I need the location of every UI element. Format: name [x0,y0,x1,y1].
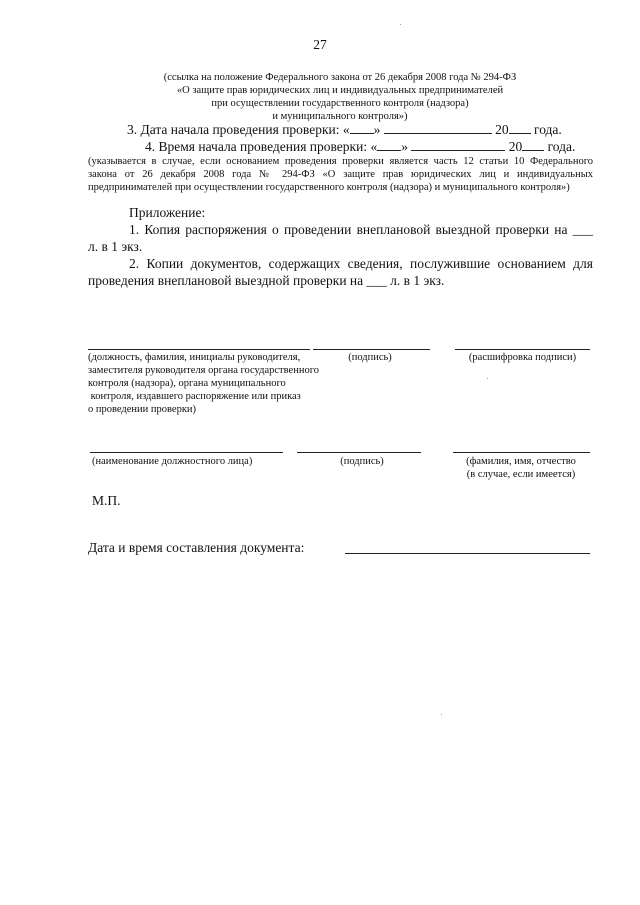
start-year-blank[interactable] [509,121,531,134]
appendix-item-2-line-1: 2. Копии документов, содержащих сведения, послужившие основанием для [129,256,593,271]
stamp-label: М.П. [92,493,121,508]
start-day-blank[interactable] [350,121,374,134]
reference-note-line: и муниципального контроля») [272,111,408,122]
note-line: (указывается в случае, если основанием проведения проверки является часть 12 статьи 10 Федерального [88,156,593,167]
reference-note-line: (ссылка на положение Федерального закона от 26 декабря 2008 года № 294-ФЗ [163,72,517,83]
start-time-line [145,138,595,155]
year-prefix: 20 [495,122,509,137]
scan-speck [487,378,488,379]
signature-caption: (подпись) [348,352,392,363]
start-time-day-blank[interactable] [377,138,401,151]
start-time-month-blank[interactable] [411,138,505,151]
caption-line: (фамилия, имя, отчество [466,456,576,467]
scan-speck [441,714,442,715]
datetime-rule[interactable] [345,553,590,554]
scan-speck [400,24,401,25]
decoding-caption: (расшифровка подписи) [468,352,577,363]
official-rule [90,452,283,453]
caption-line: (должность, фамилия, инициалы руководителя, [88,352,301,363]
caption-line: контроля (надзора), органа муниципального [88,378,286,389]
quote-close: » [373,122,381,137]
name-rule [453,452,590,453]
start-time-year-blank[interactable] [522,138,544,151]
note-line: закона от 26 декабря 2008 года № 294-ФЗ «О защите прав юридических лиц и индивидуальных [88,169,593,180]
start-date-label: 3. Дата начала проведения проверки: « [127,122,350,137]
position-signature-rule [88,349,310,350]
signature-caption-2: (подпись) [340,456,384,467]
start-date-line [127,121,597,138]
name-caption [446,455,596,481]
position-caption [88,351,338,416]
note-line: предпринимателей при осуществлении государственного контроля (надзора) и муниципального контроля») [88,182,570,193]
appendix-item-1-line-1: 1. Копия распоряжения о проведении внеплановой выездной проверки на ___ [129,222,593,237]
official-caption: (наименование должностного лица) [92,456,253,467]
reference-note-line: «О защите прав юридических лиц и индивидуальных предпринимателей [176,85,504,96]
quote-close: » [401,139,408,154]
caption-line: о проведении проверки) [88,404,197,415]
start-time-note [88,155,593,194]
appendix-heading: Приложение: [129,205,206,220]
signature-rule-2 [297,452,421,453]
appendix-item-2-line-2: проведения внеплановой выездной проверки на ___ л. в 1 экз. [88,273,445,288]
reference-note [120,71,560,123]
appendix-item-1-line-2: л. в 1 экз. [88,239,143,254]
year-prefix: 20 [508,139,523,154]
decoding-rule [455,349,590,350]
reference-note-line: при осуществлении государственного контроля (надзора) [211,98,469,109]
caption-line: заместителя руководителя органа государственного [88,365,319,376]
start-time-label: 4. Время начала проведения проверки: « [145,139,378,154]
year-suffix: года. [547,139,576,154]
signature-rule [313,349,430,350]
page-number: 27 [313,37,327,52]
start-month-blank[interactable] [384,121,492,134]
year-suffix: года. [534,122,562,137]
caption-line: (в случае, если имеется) [466,469,576,480]
datetime-label: Дата и время составления документа: [88,540,305,555]
caption-line: контроля, издавшего распоряжение или приказ [88,391,301,402]
